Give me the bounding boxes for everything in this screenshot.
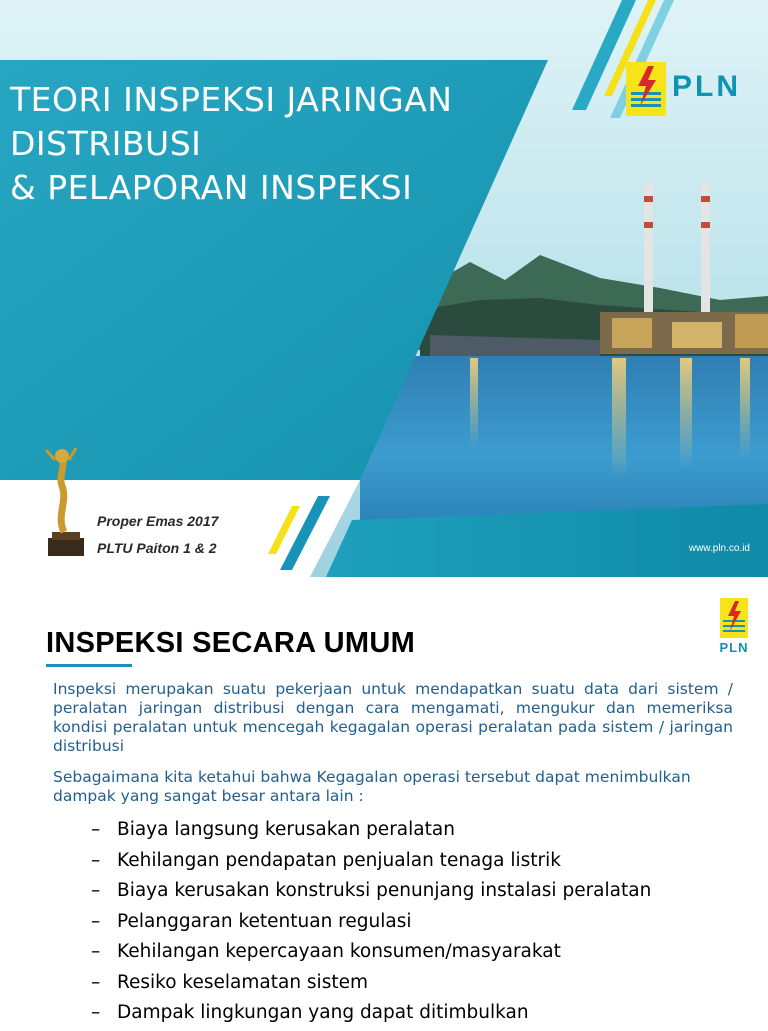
pln-logo-text: PLN <box>672 70 741 103</box>
pln-logo-small <box>714 598 754 658</box>
section-heading: INSPEKSI SECARA UMUM <box>46 627 416 659</box>
content-slide <box>0 577 768 1024</box>
list-item-text: Biaya kerusakan konstruksi penunjang instalasi peralatan <box>117 880 652 901</box>
dash-marker: – <box>91 941 101 962</box>
list-item <box>91 848 651 879</box>
list-item-text: Pelanggaran ketentuan regulasi <box>117 910 412 932</box>
impact-intro-paragraph: Sebagaimana kita ketahui bahwa Kegagalan operasi tersebut dapat menimbulkan dampak yang sangat besar antara lain : <box>53 768 691 805</box>
list-item-text: Kehilangan kepercayaan konsumen/masyarakat <box>117 941 561 962</box>
list-item <box>91 817 651 848</box>
title-line-2: DISTRIBUSI <box>10 124 202 163</box>
award-title: Proper Emas 2017 <box>97 513 219 529</box>
pln-logo <box>626 62 746 116</box>
list-item <box>91 939 651 970</box>
dash-marker: – <box>91 971 101 993</box>
title-line-1: TEORI INSPEKSI JARINGAN <box>10 80 453 119</box>
title-line-3: & PELAPORAN INSPEKSI <box>10 168 413 207</box>
list-item <box>91 909 651 940</box>
pln-logo-text: PLN <box>719 640 749 655</box>
list-item-text: Biaya langsung kerusakan peralatan <box>117 819 455 840</box>
trophy-icon <box>40 446 90 558</box>
list-item-text: Resiko keselamatan sistem <box>117 971 368 993</box>
website-url: www.pln.co.id <box>688 543 750 554</box>
list-item <box>91 878 651 909</box>
slide-title <box>10 78 452 210</box>
impact-list <box>91 817 651 1031</box>
heading-underline <box>46 664 132 667</box>
list-item <box>91 970 651 1001</box>
list-item <box>91 1000 651 1031</box>
pln-lightning-icon <box>720 598 748 638</box>
dash-marker: – <box>91 880 101 901</box>
list-item-text: Kehilangan pendapatan penjualan tenaga listrik <box>117 849 561 871</box>
list-item-text: Dampak lingkungan yang dapat ditimbulkan <box>117 1002 529 1023</box>
dash-marker: – <box>91 819 101 840</box>
definition-paragraph: Inspeksi merupakan suatu pekerjaan untuk mendapatkan suatu data dari sistem / peralatan jaringan distribusi dengan cara mengamati, mengukur dan memeriksa kondisi peralatan untuk mencegah kegagalan operasi peralatan pada sistem / jaringan distribusi <box>53 680 733 755</box>
dash-marker: – <box>91 910 101 932</box>
award-plant: PLTU Paiton 1 & 2 <box>97 540 217 556</box>
dash-marker: – <box>91 1002 101 1023</box>
pln-lightning-icon <box>626 62 666 116</box>
dash-marker: – <box>91 849 101 871</box>
